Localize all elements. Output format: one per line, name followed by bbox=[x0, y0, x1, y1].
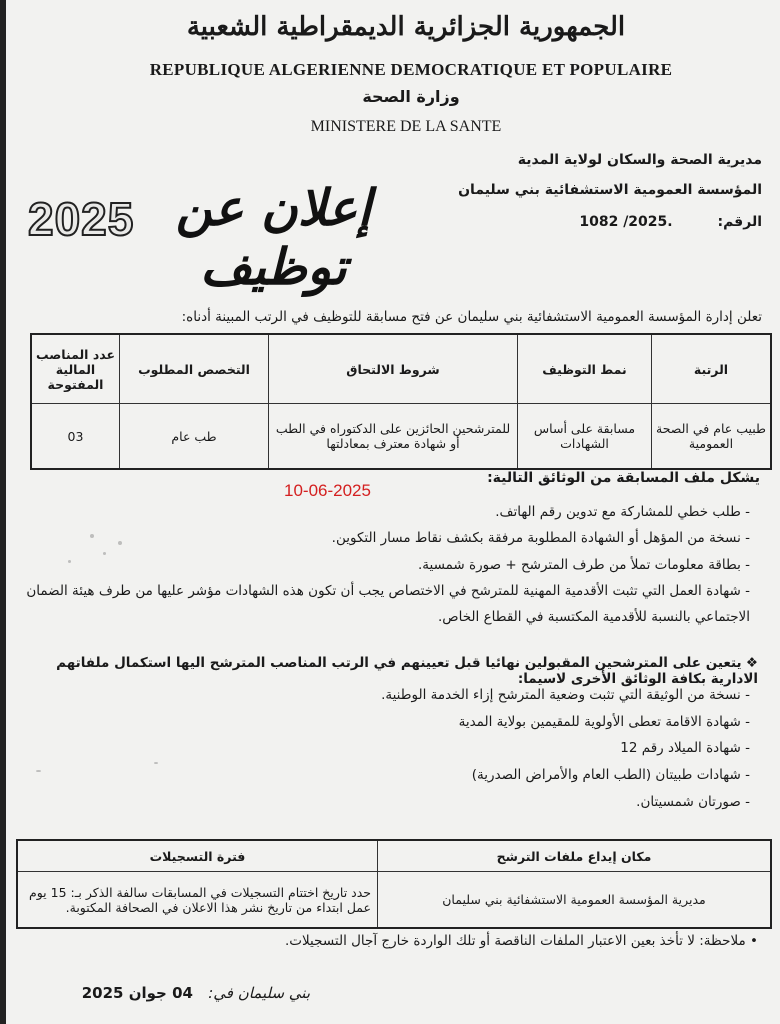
positions-table bbox=[30, 333, 772, 470]
table-header-row bbox=[31, 334, 771, 404]
list-item: - نسخة من المؤهل أو الشهادة المطلوبة مرفقة بكشف نقاط مسار التكوين. bbox=[24, 525, 750, 551]
scan-speck bbox=[103, 552, 106, 555]
header-specialty: التخصص المطلوب bbox=[120, 334, 269, 404]
deposit-table bbox=[16, 839, 772, 929]
cell-specialty: طب عام bbox=[120, 404, 269, 470]
list-item: - نسخة من الوثيقة التي تثبت وضعية المترشح إزاء الخدمة الوطنية. bbox=[24, 682, 750, 709]
scan-speck bbox=[68, 560, 71, 563]
list-item: - شهادات طبيتان (الطب العام والأمراض الصدرية) bbox=[24, 762, 750, 789]
ministry-arabic: وزارة الصحة bbox=[362, 87, 460, 106]
cell-posts: 03 bbox=[31, 404, 120, 470]
directorate-name: مديرية الصحة والسكان لولاية المدية bbox=[517, 152, 762, 168]
list-item: - شهادة الاقامة تعطى الأولوية للمقيمين بولاية المدية bbox=[24, 709, 750, 736]
cell-registration-period: حدد تاريخ اختتام التسجيلات في المسابقات سالفة الذكر بـ: 15 يوم عمل ابتداء من تاريخ نشر هذا الاعلان في الصحافة المكتوبة. bbox=[17, 872, 378, 929]
header-posts: عدد المناصب المالية المفتوحة bbox=[31, 334, 120, 404]
scan-speck bbox=[118, 541, 122, 545]
reference-label: الرقم: bbox=[717, 214, 762, 230]
header-registration-period: فترة التسجيلات bbox=[17, 840, 378, 872]
additional-documents-list bbox=[24, 682, 750, 816]
scan-speck bbox=[90, 534, 94, 538]
announcement-banner-year: 2025 bbox=[28, 193, 135, 245]
final-candidates-note: ❖ يتعين على المترشحين المقبولين نهائيا قبل تعيينهم في الرتب المناصب المترشح اليها استكمال ملفاتهم الادارية بكافة الوثائق الأخرى لاسيما: bbox=[24, 655, 758, 687]
list-item: - شهادة العمل التي تثبت الأقدمية المهنية للمترشح في الاختصاص يجب أن تكون هذه الشهادات مؤشر عليها من طرف هيئة الضمان الاجتماعي بالنسبة للأقدمية المكتسبة في القطاع الخاص. bbox=[24, 578, 750, 631]
table-row bbox=[17, 872, 771, 929]
header-grade: الرتبة bbox=[652, 334, 772, 404]
establishment-name: المؤسسة العمومية الاستشفائية بني سليمان bbox=[458, 182, 762, 198]
header-deposit-place: مكان إيداع ملفات الترشح bbox=[378, 840, 772, 872]
list-item: - طلب خطي للمشاركة مع تدوين رقم الهاتف. bbox=[24, 499, 750, 525]
scan-speck bbox=[154, 762, 158, 764]
header-conditions: شروط الالتحاق bbox=[269, 334, 518, 404]
list-item: - بطاقة معلومات تملأ من طرف المترشح + صورة شمسية. bbox=[24, 552, 750, 578]
cell-deposit-place: مديرية المؤسسة العمومية الاستشفائية بني سليمان bbox=[378, 872, 772, 929]
signoff-line bbox=[82, 984, 310, 1002]
scan-speck bbox=[36, 770, 41, 772]
republic-title-arabic: الجمهورية الجزائرية الديمقراطية الشعبية bbox=[186, 12, 626, 42]
cell-mode: مسابقة على أساس الشهادات bbox=[518, 404, 652, 470]
date-stamp: 10-06-2025 bbox=[284, 481, 371, 500]
header-mode: نمط التوظيف bbox=[518, 334, 652, 404]
announcement-banner-title: إعلان عن توظيف bbox=[175, 178, 372, 296]
reference-number: 1082 /2025. bbox=[579, 214, 673, 230]
table-row bbox=[31, 404, 771, 470]
documents-list bbox=[24, 499, 750, 631]
cell-conditions: للمترشحين الحائزين على الدكتوراه في الطب أو شهادة معترف بمعادلتها bbox=[269, 404, 518, 470]
table-header-row bbox=[17, 840, 771, 872]
signoff-place: بني سليمان في: bbox=[208, 984, 310, 1002]
reference-line bbox=[579, 214, 762, 230]
cell-grade: طبيب عام في الصحة العمومية bbox=[652, 404, 772, 470]
signoff-date: 04 جوان 2025 bbox=[81, 984, 193, 1002]
list-item: - شهادة الميلاد رقم 12 bbox=[24, 735, 750, 762]
remark-note: • ملاحظة: لا تأخذ بعين الاعتبار الملفات الناقصة أو تلك الواردة خارج آجال التسجيلات. bbox=[285, 933, 758, 949]
documents-title: يشكل ملف المسابقة من الوثائق التالية: bbox=[487, 470, 760, 486]
list-item: - صورتان شمسيتان. bbox=[24, 789, 750, 816]
republic-title-french: REPUBLIQUE ALGERIENNE DEMOCRATIQUE ET POPULAIRE bbox=[149, 60, 673, 79]
ministry-french: MINISTERE DE LA SANTE bbox=[310, 118, 502, 135]
intro-paragraph: تعلن إدارة المؤسسة العمومية الاستشفائية بني سليمان عن فتح مسابقة للتوظيف في الرتب المبينة أدناه: bbox=[181, 309, 762, 325]
